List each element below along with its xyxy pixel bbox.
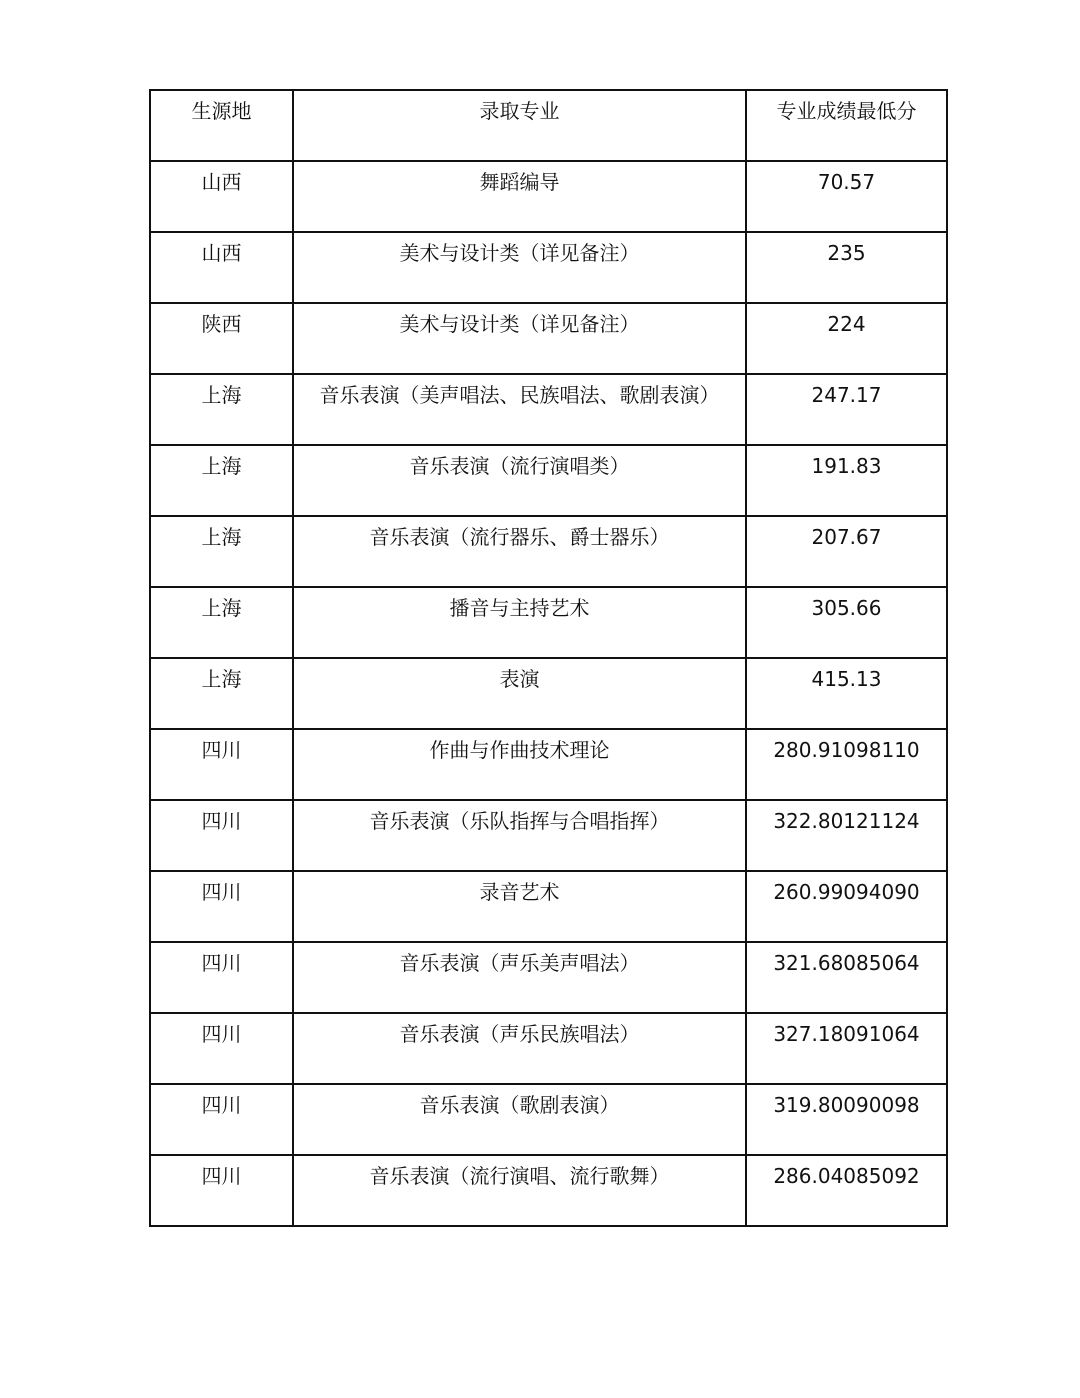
origin-cell: 上海 [150, 587, 293, 658]
origin-cell: 上海 [150, 445, 293, 516]
origin-cell: 四川 [150, 942, 293, 1013]
major-cell: 音乐表演（声乐民族唱法） [293, 1013, 746, 1084]
table-row [150, 445, 947, 516]
table-row [150, 374, 947, 445]
score-cell: 319.80090098 [746, 1084, 947, 1155]
table-row [150, 1013, 947, 1084]
table-row [150, 658, 947, 729]
header-min-score: 专业成绩最低分 [746, 90, 947, 161]
table-row [150, 516, 947, 587]
major-cell: 音乐表演（流行演唱类） [293, 445, 746, 516]
score-cell: 322.80121124 [746, 800, 947, 871]
table-row [150, 871, 947, 942]
major-cell: 音乐表演（声乐美声唱法） [293, 942, 746, 1013]
origin-cell: 四川 [150, 871, 293, 942]
major-cell: 音乐表演（美声唱法、民族唱法、歌剧表演） [293, 374, 746, 445]
score-cell: 70.57 [746, 161, 947, 232]
score-cell: 415.13 [746, 658, 947, 729]
header-row [150, 90, 947, 161]
table-row [150, 942, 947, 1013]
table-row [150, 800, 947, 871]
score-cell: 305.66 [746, 587, 947, 658]
score-cell: 224 [746, 303, 947, 374]
score-cell: 321.68085064 [746, 942, 947, 1013]
table-row [150, 729, 947, 800]
table-row [150, 161, 947, 232]
admission-score-table [149, 89, 948, 1227]
origin-cell: 上海 [150, 516, 293, 587]
major-cell: 音乐表演（流行演唱、流行歌舞） [293, 1155, 746, 1226]
table-row [150, 1155, 947, 1226]
major-cell: 舞蹈编导 [293, 161, 746, 232]
origin-cell: 上海 [150, 658, 293, 729]
score-cell: 191.83 [746, 445, 947, 516]
origin-cell: 四川 [150, 1013, 293, 1084]
header-origin: 生源地 [150, 90, 293, 161]
major-cell: 美术与设计类（详见备注） [293, 232, 746, 303]
major-cell: 作曲与作曲技术理论 [293, 729, 746, 800]
major-cell: 播音与主持艺术 [293, 587, 746, 658]
table-row [150, 303, 947, 374]
table-body [150, 161, 947, 1226]
major-cell: 美术与设计类（详见备注） [293, 303, 746, 374]
origin-cell: 山西 [150, 232, 293, 303]
origin-cell: 上海 [150, 374, 293, 445]
major-cell: 表演 [293, 658, 746, 729]
major-cell: 录音艺术 [293, 871, 746, 942]
score-cell: 260.99094090 [746, 871, 947, 942]
origin-cell: 山西 [150, 161, 293, 232]
origin-cell: 四川 [150, 1084, 293, 1155]
origin-cell: 陕西 [150, 303, 293, 374]
score-cell: 327.18091064 [746, 1013, 947, 1084]
score-cell: 235 [746, 232, 947, 303]
table-header [150, 90, 947, 161]
table-row [150, 1084, 947, 1155]
origin-cell: 四川 [150, 800, 293, 871]
major-cell: 音乐表演（流行器乐、爵士器乐） [293, 516, 746, 587]
origin-cell: 四川 [150, 1155, 293, 1226]
score-cell: 280.91098110 [746, 729, 947, 800]
major-cell: 音乐表演（歌剧表演） [293, 1084, 746, 1155]
table-row [150, 587, 947, 658]
origin-cell: 四川 [150, 729, 293, 800]
score-cell: 286.04085092 [746, 1155, 947, 1226]
score-cell: 247.17 [746, 374, 947, 445]
major-cell: 音乐表演（乐队指挥与合唱指挥） [293, 800, 746, 871]
table-row [150, 232, 947, 303]
header-major: 录取专业 [293, 90, 746, 161]
score-cell: 207.67 [746, 516, 947, 587]
